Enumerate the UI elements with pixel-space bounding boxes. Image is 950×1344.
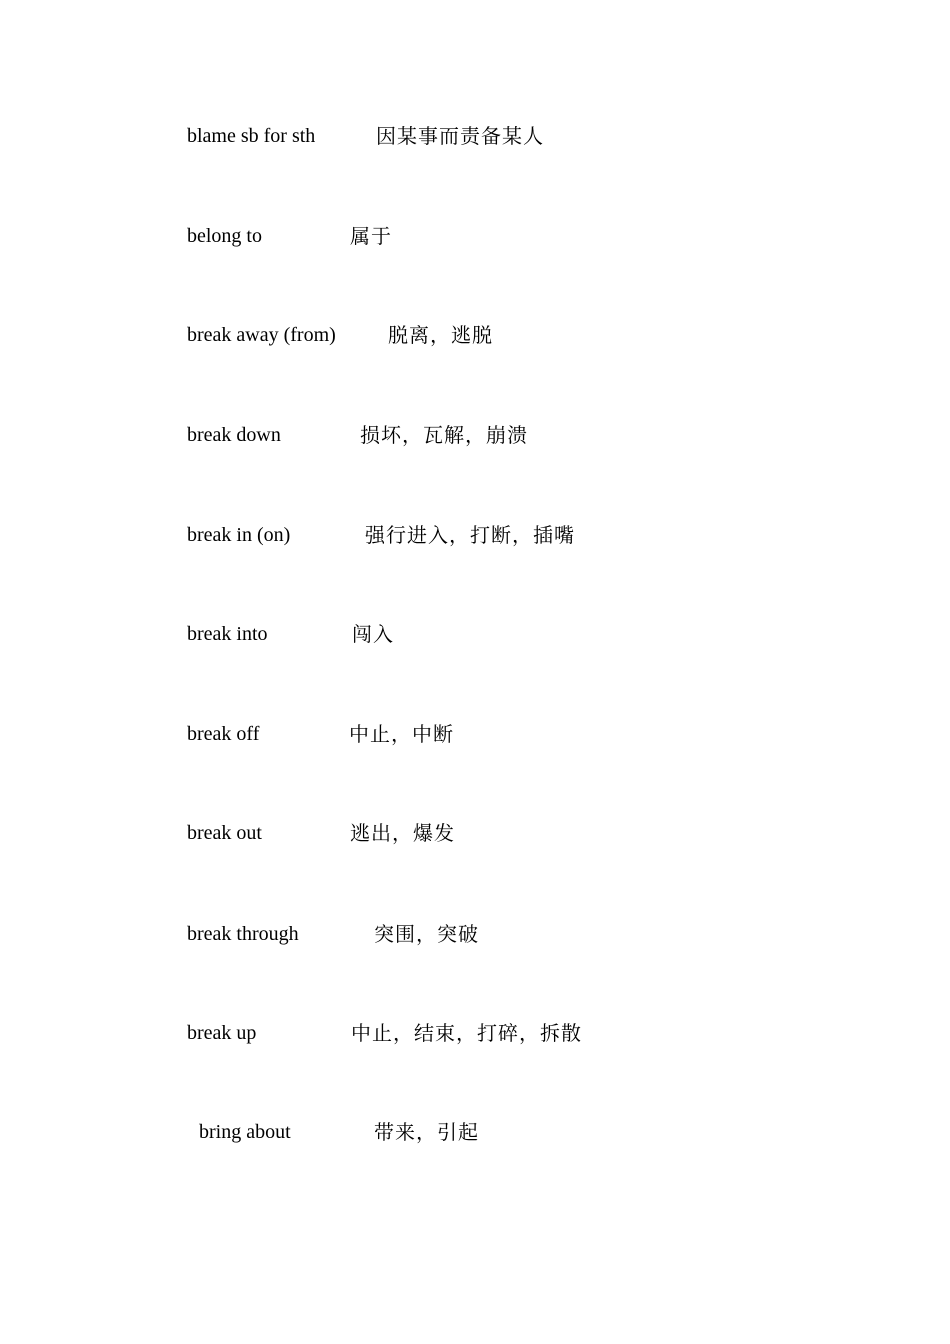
phrase-meaning: 属于	[350, 224, 392, 248]
phrase-meaning: 强行进入，打断，插嘴	[365, 523, 575, 547]
phrase-term: break through	[187, 923, 299, 945]
phrase-term: break out	[187, 822, 262, 844]
phrase-meaning: 逃出，爆发	[350, 821, 455, 845]
phrase-entry	[0, 420, 950, 450]
phrase-entry	[0, 221, 950, 251]
phrase-term: break off	[187, 723, 260, 745]
phrase-meaning: 因某事而责备某人	[376, 124, 544, 148]
phrase-meaning: 中止，中断	[349, 722, 454, 746]
phrase-term: break into	[187, 623, 268, 645]
phrase-meaning: 突围，突破	[374, 922, 479, 946]
phrase-entry	[0, 919, 950, 949]
phrase-entry	[0, 320, 950, 350]
phrase-term: belong to	[187, 225, 262, 247]
phrase-entry	[0, 1117, 950, 1147]
phrase-meaning: 中止，结束，打碎，拆散	[351, 1021, 582, 1045]
phrase-entry	[0, 520, 950, 550]
phrase-term: break in (on)	[187, 524, 291, 546]
phrase-term: break away (from)	[187, 324, 336, 346]
phrase-entry	[0, 719, 950, 749]
phrase-entry	[0, 818, 950, 848]
phrase-term: bring about	[199, 1121, 291, 1143]
phrase-term: break up	[187, 1022, 257, 1044]
phrase-term: break down	[187, 424, 281, 446]
phrase-meaning: 闯入	[352, 622, 394, 646]
phrase-meaning: 脱离，逃脱	[388, 323, 493, 347]
phrase-entry	[0, 121, 950, 151]
phrase-entry	[0, 619, 950, 649]
phrase-meaning: 带来，引起	[374, 1120, 479, 1144]
phrase-term: blame sb for sth	[187, 125, 316, 147]
phrase-meaning: 损坏，瓦解，崩溃	[360, 423, 528, 447]
phrase-entry	[0, 1018, 950, 1048]
